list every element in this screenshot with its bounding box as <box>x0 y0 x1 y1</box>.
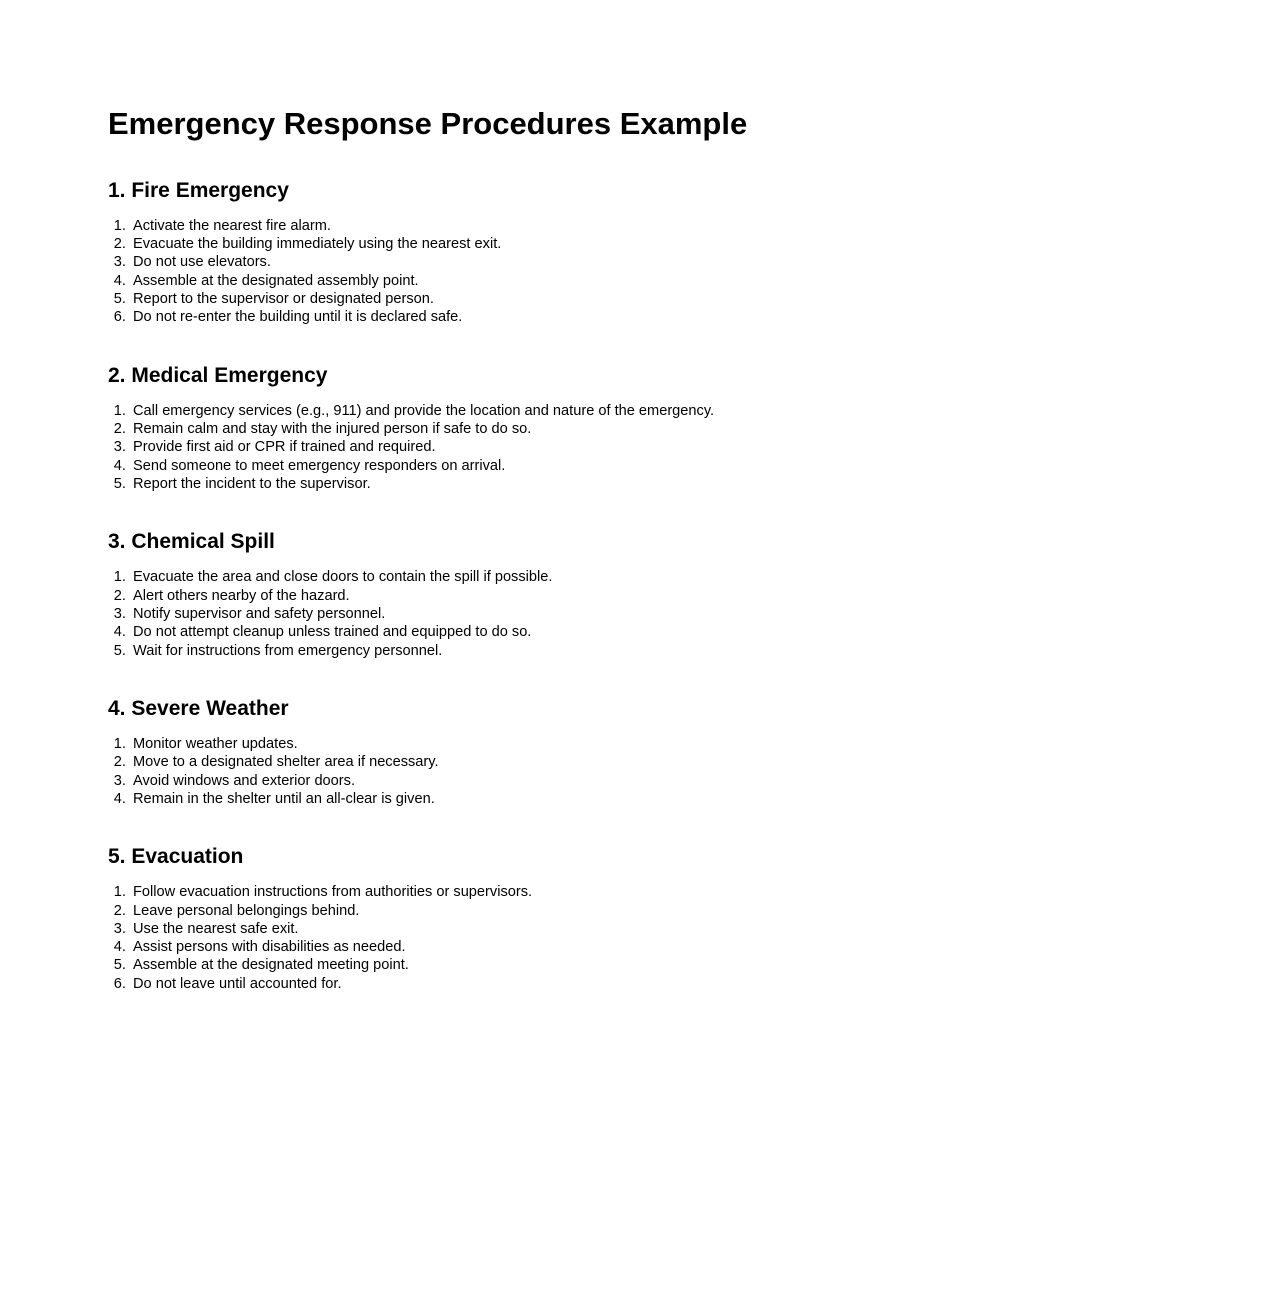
list-item: 3. Provide first aid or CPR if trained and required. <box>130 438 1178 456</box>
list-item: 1. Evacuate the area and close doors to contain the spill if possible. <box>130 568 1178 586</box>
procedure-list <box>108 402 1178 493</box>
list-item: 2. Remain calm and stay with the injured person if safe to do so. <box>130 420 1178 438</box>
section-heading: 3. Chemical Spill <box>108 530 275 554</box>
list-item: 3. Notify supervisor and safety personnel. <box>130 605 1178 623</box>
section-heading: 5. Evacuation <box>108 845 244 869</box>
list-item: 2. Move to a designated shelter area if necessary. <box>130 753 1178 771</box>
list-item: 3. Do not use elevators. <box>130 253 1178 271</box>
procedure-list <box>108 735 1178 808</box>
list-item: 2. Alert others nearby of the hazard. <box>130 587 1178 605</box>
section-heading: 4. Severe Weather <box>108 696 289 720</box>
list-item: 1. Activate the nearest fire alarm. <box>130 217 1178 235</box>
list-item: 4. Send someone to meet emergency responders on arrival. <box>130 457 1178 475</box>
section-heading: 2. Medical Emergency <box>108 363 328 387</box>
section-severe-weather <box>108 697 1178 808</box>
procedure-list <box>108 568 1178 659</box>
section-chemical-spill <box>108 530 1178 660</box>
list-item: 6. Do not leave until accounted for. <box>130 975 1178 993</box>
list-item: 5. Report the incident to the supervisor. <box>130 475 1178 493</box>
list-item: 5. Wait for instructions from emergency personnel. <box>130 642 1178 660</box>
list-item: 5. Assemble at the designated meeting point. <box>130 956 1178 974</box>
list-item: 4. Remain in the shelter until an all-clear is given. <box>130 790 1178 808</box>
list-item: 3. Avoid windows and exterior doors. <box>130 772 1178 790</box>
list-item: 4. Assist persons with disabilities as needed. <box>130 938 1178 956</box>
procedure-list <box>108 217 1178 327</box>
list-item: 3. Use the nearest safe exit. <box>130 920 1178 938</box>
list-item: 4. Assemble at the designated assembly point. <box>130 272 1178 290</box>
section-medical-emergency <box>108 364 1178 494</box>
list-item: 1. Monitor weather updates. <box>130 735 1178 753</box>
section-heading: 1. Fire Emergency <box>108 178 289 202</box>
list-item: 2. Evacuate the building immediately using the nearest exit. <box>130 235 1178 253</box>
list-item: 6. Do not re-enter the building until it is declared safe. <box>130 308 1178 326</box>
list-item: 2. Leave personal belongings behind. <box>130 902 1178 920</box>
list-item: 5. Report to the supervisor or designated person. <box>130 290 1178 308</box>
list-item: 4. Do not attempt cleanup unless trained and equipped to do so. <box>130 623 1178 641</box>
section-evacuation <box>108 845 1178 993</box>
page-title: Emergency Response Procedures Example <box>108 106 748 141</box>
section-fire-emergency <box>108 179 1178 327</box>
procedure-list <box>108 883 1178 993</box>
list-item: 1. Follow evacuation instructions from authorities or supervisors. <box>130 883 1178 901</box>
list-item: 1. Call emergency services (e.g., 911) and provide the location and nature of the emergency. <box>130 402 1178 420</box>
